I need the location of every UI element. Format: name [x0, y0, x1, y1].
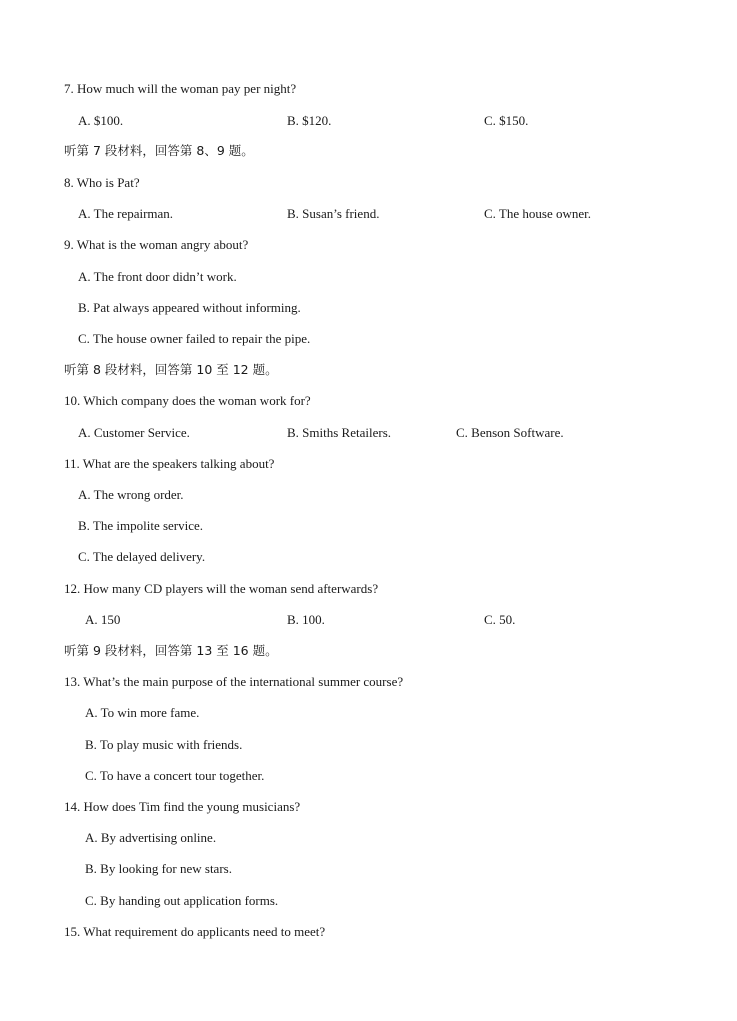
- question-11-option-c: C. The delayed delivery.: [78, 549, 206, 564]
- question-12-option-c: C. 50.: [484, 612, 516, 627]
- question-14: 14. How does Tim find the young musicians?: [64, 799, 301, 814]
- question-7-option-c: C. $150.: [484, 113, 529, 128]
- question-10-option-b: B. Smiths Retailers.: [287, 425, 391, 440]
- question-10: 10. Which company does the woman work for?: [64, 393, 311, 408]
- question-9-option-b: B. Pat always appeared without informing.: [78, 300, 301, 315]
- question-8-option-b: B. Susan’s friend.: [287, 206, 380, 221]
- section-7-instruction: 听第 7 段材料，回答第 8、9 题。: [64, 143, 254, 158]
- question-9-option-c: C. The house owner failed to repair the pipe.: [78, 331, 311, 346]
- question-13-option-a: A. To win more fame.: [85, 705, 200, 720]
- question-11-option-b: B. The impolite service.: [78, 518, 204, 533]
- question-8-option-c: C. The house owner.: [484, 206, 591, 221]
- question-12: 12. How many CD players will the woman send afterwards?: [64, 581, 379, 596]
- section-8-instruction: 听第 8 段材料，回答第 10 至 12 题。: [64, 362, 278, 377]
- question-9-option-a: A. The front door didn’t work.: [78, 269, 237, 284]
- question-10-option-c: C. Benson Software.: [456, 425, 564, 440]
- question-14-option-a: A. By advertising online.: [85, 830, 217, 845]
- question-14-option-c: C. By handing out application forms.: [85, 893, 279, 908]
- question-15: 15. What requirement do applicants need to meet?: [64, 924, 326, 939]
- question-7-option-b: B. $120.: [287, 113, 332, 128]
- question-7: 7. How much will the woman pay per night?: [64, 81, 297, 96]
- section-9-instruction: 听第 9 段材料，回答第 13 至 16 题。: [64, 643, 278, 658]
- question-14-option-b: B. By looking for new stars.: [85, 861, 232, 876]
- question-12-option-b: B. 100.: [287, 612, 325, 627]
- question-13-option-c: C. To have a concert tour together.: [85, 768, 265, 783]
- question-8: 8. Who is Pat?: [64, 175, 140, 190]
- question-7-option-a: A. $100.: [78, 113, 124, 128]
- question-11-option-a: A. The wrong order.: [78, 487, 184, 502]
- question-11: 11. What are the speakers talking about?: [64, 456, 275, 471]
- question-8-option-a: A. The repairman.: [78, 206, 174, 221]
- question-13: 13. What’s the main purpose of the international summer course?: [64, 674, 404, 689]
- question-12-option-a: A. 150: [85, 612, 121, 627]
- question-9: 9. What is the woman angry about?: [64, 237, 249, 252]
- question-10-option-a: A. Customer Service.: [78, 425, 190, 440]
- question-13-option-b: B. To play music with friends.: [85, 737, 243, 752]
